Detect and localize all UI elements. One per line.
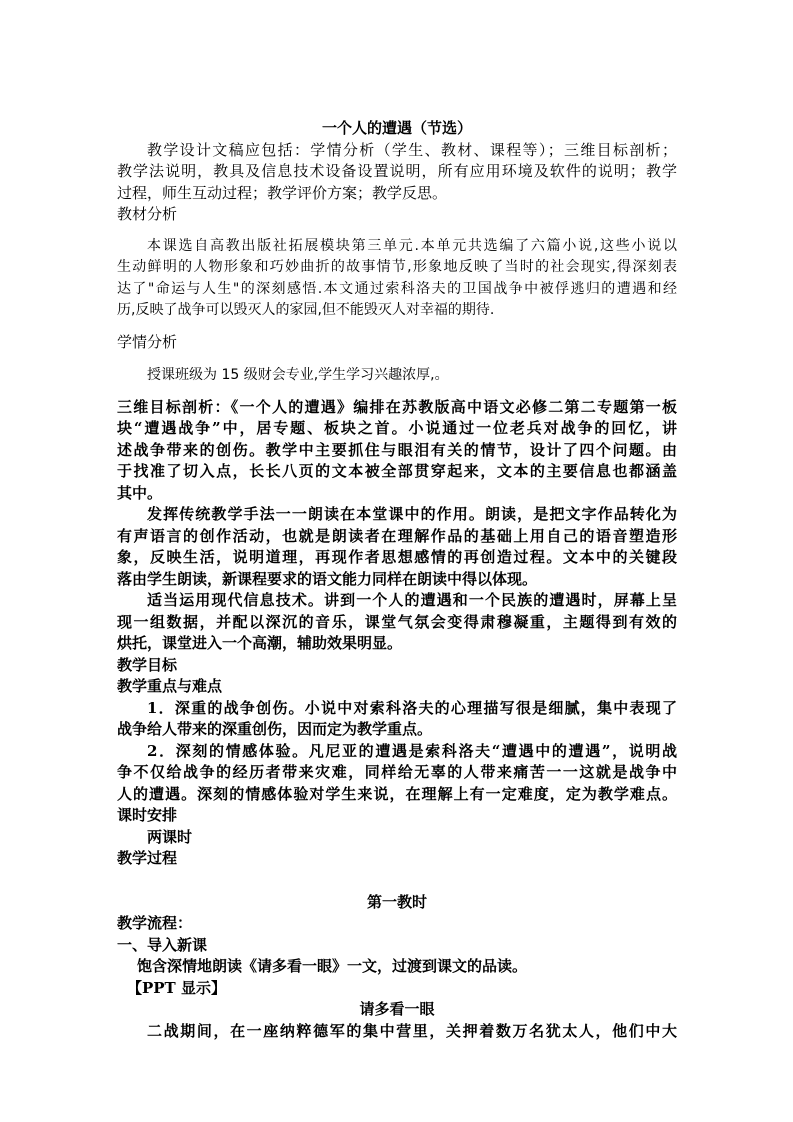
process-heading: 教学过程 [117, 849, 178, 867]
key-point-line: 争不仅给战争的经历者带来灾难，同样给无辜的人带来痛苦一一这就是战争中 [117, 763, 677, 781]
step-1-heading: 一、导入新课 [117, 935, 208, 954]
schedule-heading: 课时安排 [117, 806, 178, 824]
objectives-line: 块“遭遇战争”中，居专题、板块之首。小说通过一位老兵对战争的回忆，讲 [117, 419, 677, 437]
key-point-line: 战争给人带来的深重创伤，因而定为教学重点。 [117, 720, 433, 738]
method-line: 有声语言的创作活动，也就是朗读者在理解作品的基础上用自己的语音塑造形 [117, 526, 677, 545]
objectives-line: 于找准了切入点，长长八页的文本被全部贯穿起来，文本的主要信息也都涵盖 [117, 462, 677, 480]
intro-line: 教学设计文稿应包括：学情分析（学生、教材、课程等）；三维目标剖析； [147, 140, 677, 159]
key-heading: 教学重点与难点 [117, 677, 223, 695]
textbook-line: 历,反映了战争可以毁灭人的家园,但不能毁灭人对幸福的期待. [117, 302, 495, 318]
textbook-line: 生动鲜明的人物形象和巧妙曲折的故事情节,形象地反映了当时的社会现实,得深刻表 [117, 259, 677, 275]
intro-paragraph [117, 140, 677, 205]
objectives-paragraph [117, 397, 677, 505]
goal-heading: 教学目标 [117, 655, 178, 674]
textbook-line: 达了"命运与人生"的深刻感悟.本文通过索科洛夫的卫国战争中被俘逃归的遭遇和经 [117, 280, 677, 297]
key-point-line: 人的遭遇。深刻的情感体验对学生来说，在理解上有一定难度，定为教学难点。 [117, 784, 677, 803]
objectives-line: 三维目标剖析：《一个人的遭遇》编排在苏教版高中语文必修二第二专题第一板 [117, 397, 677, 416]
schedule-value: 两课时 [147, 827, 193, 846]
document-title: 一个人的遭遇（节选） [321, 119, 472, 137]
key-point-1 [117, 698, 677, 741]
method-line: 发挥传统教学手法一一朗读在本堂课中的作用。朗读，是把文字作品转化为 [147, 505, 677, 523]
step-1-description: 饱含深情地朗读《请多看一眼》一文，过渡到课文的品读。 [137, 957, 528, 975]
intro-line: 过程，师生互动过程；教学评价方案；教学反思。 [117, 183, 448, 202]
textbook-paragraph [117, 236, 677, 322]
student-paragraph: 授课班级为 15 级财会专业,学生学习兴趣浓厚,。 [147, 367, 449, 383]
key-point-line: 1．深重的战争创伤。小说中对索科洛夫的心理描写很是细腻，集中表现了 [147, 698, 677, 717]
textbook-line: 本课选自高教出版社拓展模块第三单元.本单元共选编了六篇小说,这些小说以 [147, 237, 677, 254]
reading-line: 二战期间，在一座纳粹德军的集中营里，关押着数万名犹太人，他们中大 [147, 1021, 677, 1040]
tech-line: 烘托，课堂进入一个高潮，辅助效果明显。 [117, 634, 403, 652]
textbook-heading: 教材分析 [117, 205, 178, 223]
reading-title: 请多看一眼 [359, 1000, 435, 1018]
intro-line: 教学法说明，教具及信息技术设备设置说明，所有应用环境及软件的说明；教学 [117, 162, 677, 180]
ppt-label: 【PPT 显示】 [127, 978, 226, 997]
key-point-line: 2．深刻的情感体验。凡尼亚的遭遇是索科洛夫“遭遇中的遭遇”，说明战 [147, 741, 677, 760]
tech-line: 适当运用现代信息技术。讲到一个人的遭遇和一个民族的遭遇时，屏幕上呈 [147, 591, 677, 609]
tech-line: 现一组数据，并配以深沉的音乐，课堂气氛会变得肃穆凝重，主题得到有效的 [117, 612, 677, 631]
method-paragraph [117, 504, 677, 590]
lesson-title: 第一教时 [366, 892, 427, 911]
objectives-line: 述战争带来的创伤。教学中主要抓住与眼泪有关的情节，设计了四个问题。由 [117, 440, 677, 459]
key-point-2 [117, 741, 677, 806]
flow-heading: 教学流程： [117, 914, 193, 932]
method-line: 象，反映生活，说明道理，再现作者思想感情的再创造过程。文本中的关键段 [117, 548, 677, 566]
document-page [117, 118, 677, 1042]
method-line: 落由学生朗读，新课程要求的语文能力同样在朗读中得以体现。 [117, 569, 538, 588]
objectives-line: 其中。 [117, 483, 163, 502]
student-heading: 学情分析 [117, 332, 178, 351]
tech-paragraph [117, 590, 677, 655]
